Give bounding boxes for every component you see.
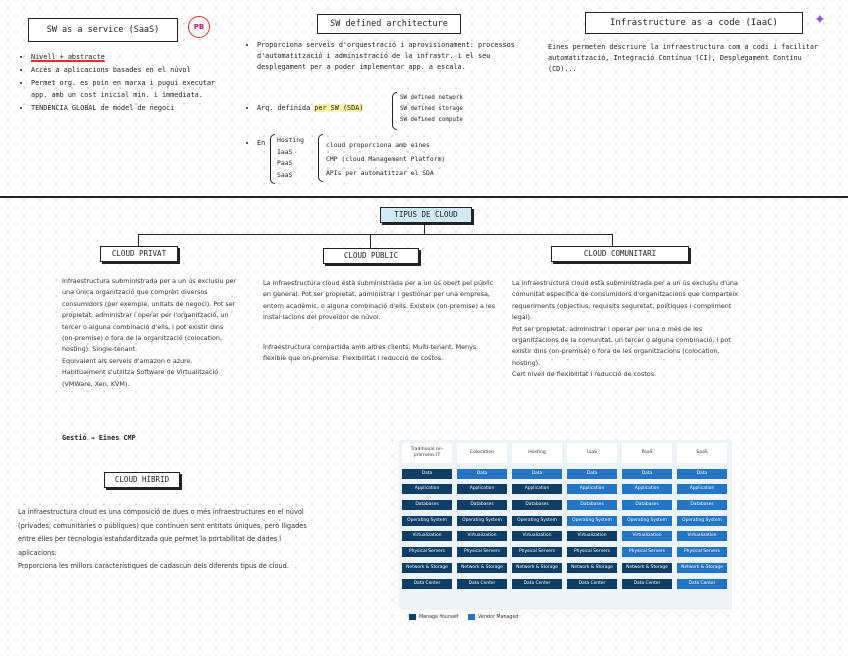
community-text <box>512 278 742 381</box>
table-cell: Virtualization <box>622 531 672 541</box>
saas-title-text: SW as a service (SaaS) <box>46 25 160 35</box>
table-cell: Virtualization <box>677 531 727 541</box>
private-title: CLOUD PRIVAT <box>100 246 178 262</box>
column-cells <box>622 469 672 589</box>
sda-bullet-3: • En <box>246 138 286 151</box>
hybrid-title: CLOUD HÍBRID <box>104 472 180 488</box>
table-cell: Network & Storage <box>622 563 672 573</box>
table-cell: Databases <box>677 500 727 510</box>
column-cells <box>567 469 617 589</box>
table-cell: Physical Servers <box>567 547 617 557</box>
table-cell: Data Center <box>622 579 672 589</box>
tree-horz <box>138 234 613 235</box>
private-management: Gestió → Eines CMP <box>62 434 136 442</box>
community-p2: Pot ser propietat, administrar i operar per una o més de les organitzacions de la comunitat, un tercer o alguna combinació, i pot existir dins (on-premise) o fora de les organitzacions (colocation, hosting). <box>512 324 731 367</box>
table-cell: Virtualization <box>512 531 562 541</box>
table-cell: Operating System <box>622 516 672 526</box>
table-cell: Data <box>402 469 452 479</box>
column-header: Traditional on-premises IT <box>402 443 452 463</box>
saas-bullets <box>20 52 226 116</box>
table-cell: Network & Storage <box>512 563 562 573</box>
tree-vert <box>424 223 425 234</box>
table-cell: Databases <box>567 500 617 510</box>
table-cell: Application <box>677 484 727 494</box>
hybrid-text <box>18 506 316 574</box>
legend-self: Manage Yourself <box>409 614 458 620</box>
table-cell: Operating System <box>457 516 507 526</box>
tree-branch-public <box>370 234 371 248</box>
column-header: SaaS <box>677 443 727 463</box>
table-cell: Data Center <box>457 579 507 589</box>
legend-vendor-swatch <box>468 614 475 620</box>
sda-right-list: cloud proporciona amb eines CMP (cloud Management Platform) APIs per automatitzar el SDA <box>326 141 446 177</box>
table-column <box>402 443 452 589</box>
table-cell: Operating System <box>567 516 617 526</box>
table-cell: Network & Storage <box>402 563 452 573</box>
sda-title <box>317 14 461 34</box>
column-cells <box>457 469 507 589</box>
sda-brace <box>392 92 397 130</box>
table-cell: Virtualization <box>567 531 617 541</box>
community-title: CLOUD COMUNITARI <box>551 246 689 262</box>
table-cell: Operating System <box>677 516 727 526</box>
column-cells <box>512 469 562 589</box>
iac-title-text: Infrastructure as a code (IaaC) <box>610 18 778 28</box>
private-text <box>62 276 238 390</box>
sda-left-brace <box>270 134 275 184</box>
table-cell: Application <box>512 484 562 494</box>
table-cell: Network & Storage <box>457 563 507 573</box>
table-cell: Application <box>402 484 452 494</box>
table-cell: Databases <box>457 500 507 510</box>
private-p2: Equivalent als serveis d'amazon o azure. Habitualment s'utilitza Software de Virtualització (VMWare, Xen, KVM). <box>62 356 219 388</box>
table-cell: Physical Servers <box>402 547 452 557</box>
sda-brace-list: SW defined network SW defined storage SW defined compute <box>400 95 463 123</box>
tree-branch-community <box>612 234 613 246</box>
iac-title <box>585 12 803 34</box>
tree-branch-private <box>138 234 139 246</box>
table-cell: Network & Storage <box>567 563 617 573</box>
saas-bullet: • Accés a aplicacions basades en el núvol <box>31 65 226 76</box>
public-text <box>263 278 499 364</box>
hybrid-p2: Proporciona les millors característiques de cadascun dels diferents tipus de cloud. <box>18 562 289 571</box>
table-cell: Data <box>457 469 507 479</box>
table-cell: Operating System <box>512 516 562 526</box>
column-header: IaaS <box>567 443 617 463</box>
table-column <box>677 443 727 589</box>
public-p2: Infraestructura compartida amb altres clients: Multi-tenant. Menys flexible que on-premise. Flexibilitat i reducció de costos. <box>263 342 477 363</box>
column-cells <box>402 469 452 589</box>
table-cell: Data Center <box>402 579 452 589</box>
community-p1: La infraestructura cloud està subministrada per a un ús exclusiu d'una comunitat específica de consumidors d'organitzacions que comparteix requeriments (objectius, requisits seguretat, polítiques i compliment legal). <box>512 279 739 322</box>
sda-right-brace <box>318 134 323 182</box>
hybrid-p1: La infraestructura cloud es una composició de dues o més infraestructures en el núvol (privades, comunitàries o públiques) que continuen sent entitats úniques, però lligades entre elles per tecnologia estandarditzada que permet la portabilitat de dades i aplicacions. <box>18 508 307 557</box>
public-p1: La infraestructura cloud està subministrada per a un ús obert pel públic en general. Pot ser propietat, administrar i gestionar per una empresa, entorn acadèmic, o alguna combinació d'ells. Existeix (on-premise) a les instal·lacions del proveïdor de núvol. <box>263 279 495 322</box>
sparkle-icon: ✦ <box>814 12 826 28</box>
top-vertical-divider <box>240 14 241 184</box>
table-cell: Application <box>457 484 507 494</box>
table-cell: Databases <box>622 500 672 510</box>
saas-title <box>28 18 178 42</box>
table-cell: Data <box>622 469 672 479</box>
table-cell: Operating System <box>402 516 452 526</box>
responsibility-table <box>399 440 732 610</box>
saas-bullet: • TENDÈNCIA GLOBAL de model de negoci <box>31 103 226 114</box>
public-title: CLOUD PÚBLIC <box>323 248 419 264</box>
table-column <box>512 443 562 589</box>
table-cell: Data Center <box>512 579 562 589</box>
table-cell: Physical Servers <box>457 547 507 557</box>
table-column <box>567 443 617 589</box>
table-cell: Physical Servers <box>622 547 672 557</box>
iac-text: Eines permeten descriure la infraestructura com a codi i facilitar automatització, Integració Contínua (CI), Desplegament Continu (CD)... <box>548 43 819 74</box>
sda-title-text: SW defined architecture <box>330 19 448 29</box>
table-cell: Physical Servers <box>677 547 727 557</box>
table-cell: Databases <box>512 500 562 510</box>
private-p1: Infraestructura subministrada per a un ús exclusiu per una única organització que comprèn diversos consumidors (per exemple, unitats de negoci). Pot ser propietat, administrar i operar per l'organització, un tercer o alguna combinació d'ells, i pot existir dins (on-premise) o fora de la organització (colocation, hosting). Single-tenant. <box>62 277 237 354</box>
table-cell: Data Center <box>677 579 727 589</box>
community-p3: Cert nivell de flexibilitat i reducció de costos. <box>512 370 657 379</box>
table-cell: Network & Storage <box>677 563 727 573</box>
column-cells <box>677 469 727 589</box>
column-header: Colocation <box>457 443 507 463</box>
saas-stamp-icon: PB <box>188 16 210 38</box>
table-column <box>622 443 672 589</box>
table-cell: Data <box>677 469 727 479</box>
table-cell: Data <box>567 469 617 479</box>
legend-vendor: Vendor Managed <box>468 614 518 620</box>
sda-bullet-1: • Proporciona serveis d'orquestració i aprovisionament: processos d'automatització i administració de la infrastr. i el seu desplegament per a poder implementar app. a escala. <box>246 40 528 76</box>
legend-self-swatch <box>409 614 416 620</box>
table-cell: Physical Servers <box>512 547 562 557</box>
sda-left-list: Hosting IaaS PaaS SaaS <box>277 136 304 179</box>
saas-bullet: • Permet org. es poin en marxa i pugui executar app. amb un cost inicial mín. i immediata. <box>31 78 226 100</box>
section-divider <box>0 196 848 198</box>
table-column <box>457 443 507 589</box>
sda-bullet-2: • Arq. definida per SW (SDA) <box>246 103 396 116</box>
table-cell: Databases <box>402 500 452 510</box>
table-cell: Data Center <box>567 579 617 589</box>
table-cell: Application <box>567 484 617 494</box>
column-header: PaaS <box>622 443 672 463</box>
saas-bullet: • Nivell + abstracte <box>31 52 226 63</box>
table-cell: Data <box>512 469 562 479</box>
types-title: TIPUS DE CLOUD <box>380 207 472 223</box>
column-header: Hosting <box>512 443 562 463</box>
table-cell: Application <box>622 484 672 494</box>
table-cell: Virtualization <box>402 531 452 541</box>
table-cell: Virtualization <box>457 531 507 541</box>
